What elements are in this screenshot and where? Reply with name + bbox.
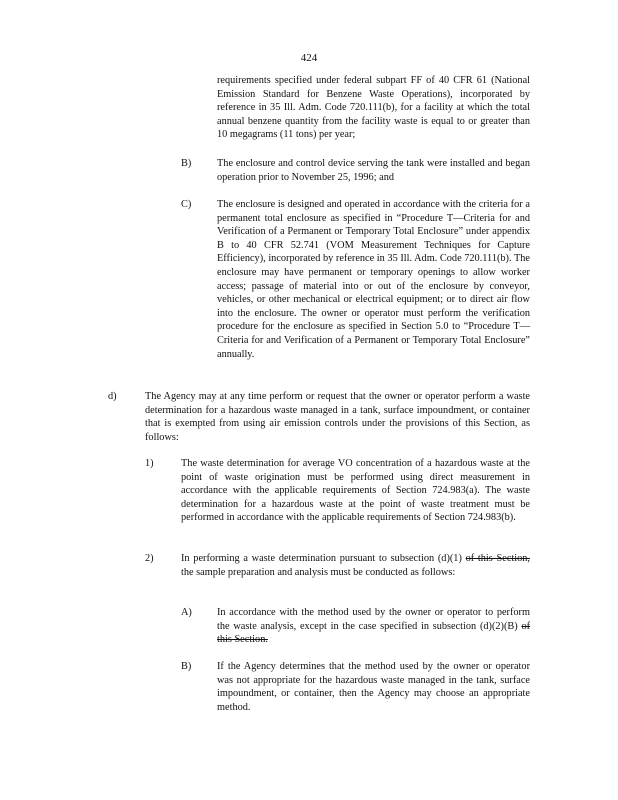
item-b-label: B)	[181, 158, 192, 169]
page-number: 424	[300, 52, 318, 64]
item-c-text: The enclosure is designed and operated in accordance with the criteria for a permanent total enclosure as specified in “Procedure T—Criteria for and Verification of a Permanent or Temporary Total Enclosure” under appendix B to 40 CFR 52.741 (VOM Measurement Techniques for Capture Efficiency), incorporated by reference in 35 Ill. Adm. Code 720.111(b). The enclosure may have permanent or temporary openings to allow worker access; passage of material into or out of the enclosure by conveyor, vehicles, or other mechanical or electrical equipment; or to direct air flow into the enclosure. The owner or operator must perform the verification procedure for the enclosure as specified in Section 5.0 to “Procedure T—Criteria for and Verification of a Permanent or Temporary Total Enclosure” annually.	[217, 199, 530, 360]
item-d2-struck-text: of this Section,	[465, 553, 530, 564]
item-b-text: The enclosure and control device serving the tank were installed and began operation prior to November 25, 1996; and	[217, 158, 530, 183]
item-d2-label: 2)	[145, 553, 154, 564]
item-d-label: d)	[108, 391, 117, 402]
item-d2a-label: A)	[181, 607, 192, 618]
item-d-text: The Agency may at any time perform or request that the owner or operator perform a waste determination for a hazardous waste managed in a tank, surface impoundment, or container that is exempted from using air emission controls under the provisions of this Section, as follows:	[145, 391, 530, 443]
item-d2-text-after: the sample preparation and analysis must be conducted as follows:	[181, 566, 456, 578]
item-d2a-struck-text: of this Section.	[217, 620, 531, 646]
item-d1-label: 1)	[145, 458, 154, 469]
item-d1-text: The waste determination for average VO concentration of a hazardous waste at the point of waste origination must be performed using direct measurement in accordance with the applicable requirements of Section 724.983(a). The waste determination for a hazardous waste at the point of waste treatment must be performed in accordance with the applicable requirements of Section 724.983(b).	[181, 458, 530, 524]
item-d2b-label: B)	[181, 661, 192, 672]
item-c-label: C)	[181, 199, 192, 210]
continuation-paragraph: requirements specified under federal subpart FF of 40 CFR 61 (National Emission Standard for Benzene Waste Operations), incorporated by reference in 35 Ill. Adm. Code 720.111(b), for a facility at which the total annual benzene quantity from the facility waste is equal to or greater than 10 megagrams (11 tons) per year;	[217, 75, 530, 141]
item-d2-text-before: In performing a waste determination pursuant to subsection (d)(1)	[181, 553, 462, 564]
item-d2a-text	[217, 606, 530, 647]
item-d2-text	[181, 552, 530, 579]
item-d2b-text: If the Agency determines that the method used by the owner or operator was not appropriate for the hazardous waste managed in the tank, surface impoundment, or container, then the Agency may choose an appropriate method.	[217, 661, 530, 713]
item-d2a-text-before: In accordance with the method used by the owner or operator to perform the waste analysis, except in the case specified in subsection (d)(2)(B)	[217, 607, 530, 632]
